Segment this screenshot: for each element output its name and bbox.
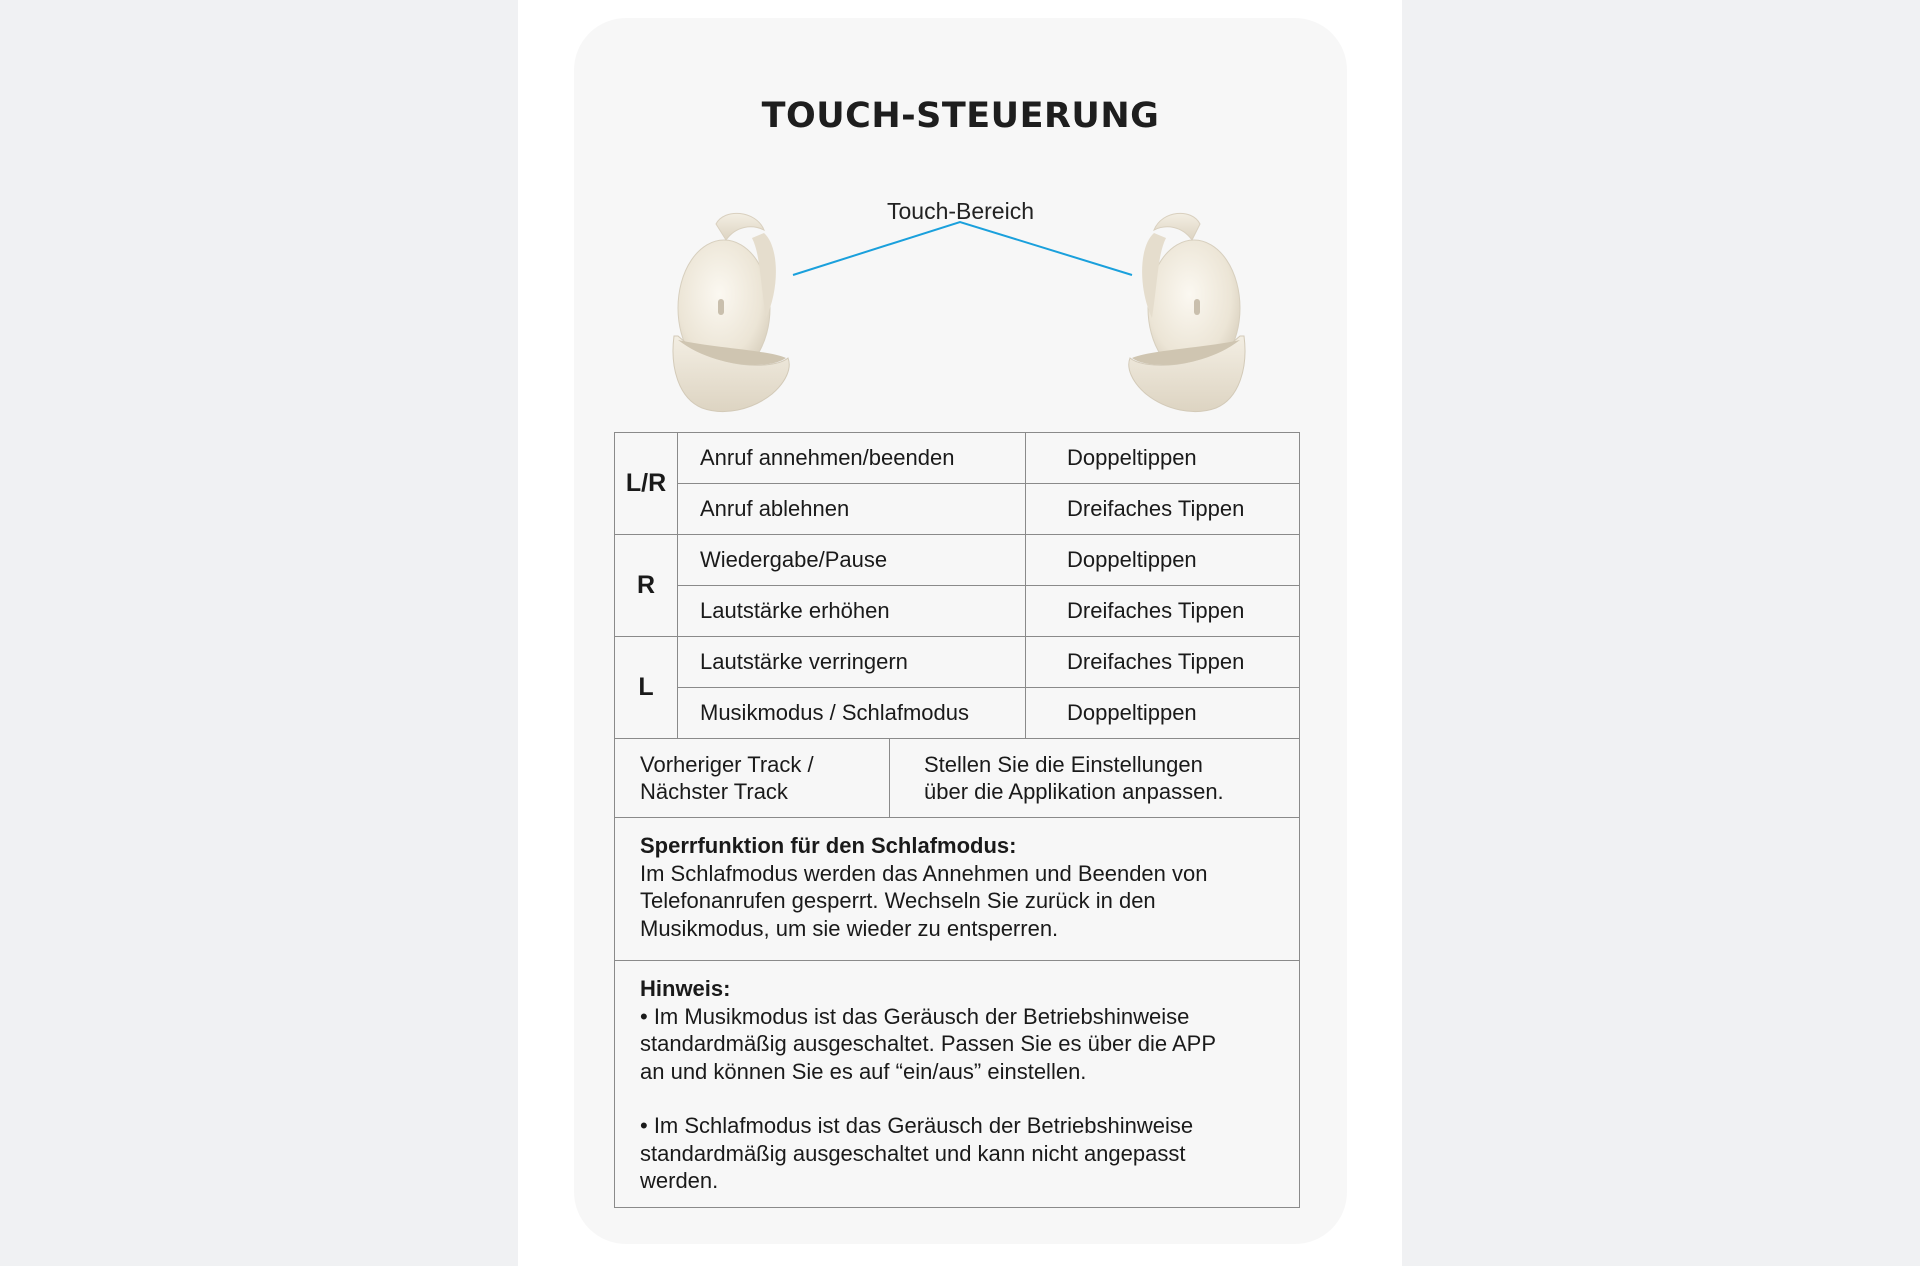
sleep-lock-note — [615, 818, 1299, 961]
action-cell: Lautstärke erhöhen — [678, 586, 1026, 636]
hint-note — [615, 961, 1299, 1207]
hint-line: standardmäßig ausgeschaltet. Passen Sie es über die APP — [640, 1031, 1217, 1056]
right-earbud-icon — [1129, 213, 1245, 411]
track-row — [615, 739, 1299, 818]
group-label: L/R — [615, 433, 678, 534]
group-lr — [615, 433, 1299, 535]
table-row — [678, 484, 1299, 534]
action-cell: Lautstärke verringern — [678, 637, 1026, 687]
gesture-cell: Dreifaches Tippen — [1067, 598, 1245, 623]
group-r — [615, 535, 1299, 637]
table-row — [678, 688, 1299, 738]
hint-line: • Im Schlafmodus ist das Geräusch der Betriebshinweise — [640, 1113, 1194, 1138]
track-note-line: über die Applikation anpassen. — [924, 779, 1224, 804]
sleep-lock-title: Sperrfunktion für den Schlafmodus: — [640, 833, 1017, 858]
hint-line: standardmäßig ausgeschaltet und kann nicht angepasst — [640, 1140, 1186, 1166]
hint-line: • Im Musikmodus ist das Geräusch der Betriebshinweise — [640, 1003, 1190, 1029]
gesture-cell: Doppeltippen — [1067, 445, 1197, 470]
table-row — [678, 586, 1299, 636]
track-action-cell — [615, 739, 890, 817]
group-l — [615, 637, 1299, 739]
track-note-line: Stellen Sie die Einstellungen — [924, 752, 1203, 777]
action-cell: Musikmodus / Schlafmodus — [678, 688, 1026, 738]
hint-line: an und können Sie es auf “ein/aus” einstellen. — [640, 1058, 1087, 1084]
table-row — [678, 433, 1299, 484]
group-label: R — [615, 535, 678, 636]
action-cell: Anruf ablehnen — [678, 484, 1026, 534]
action-cell: Anruf annehmen/beenden — [678, 433, 1026, 483]
gesture-cell: Dreifaches Tippen — [1067, 496, 1245, 521]
left-earbud-icon — [673, 213, 789, 411]
touch-area-label: Touch-Bereich — [886, 198, 1035, 224]
page-panel — [518, 0, 1402, 1266]
action-cell: Wiedergabe/Pause — [678, 535, 1026, 585]
group-label: L — [615, 637, 678, 738]
table-row — [678, 637, 1299, 688]
gesture-cell: Dreifaches Tippen — [1067, 649, 1245, 674]
gesture-cell: Doppeltippen — [1067, 700, 1197, 725]
track-action-line: Nächster Track — [640, 779, 788, 804]
controls-table — [614, 432, 1300, 1208]
sleep-lock-line: Musikmodus, um sie wieder zu entsperren. — [640, 915, 1059, 941]
touch-area-leader-line — [793, 222, 1132, 275]
page-title: TOUCH-STEUERUNG — [761, 96, 1160, 136]
table-row — [678, 535, 1299, 586]
hint-title: Hinweis: — [640, 976, 731, 1001]
earbuds-illustration — [574, 18, 1347, 438]
sleep-lock-line: Telefonanrufen gesperrt. Wechseln Sie zurück in den — [640, 888, 1156, 913]
gesture-cell: Doppeltippen — [1067, 547, 1197, 572]
track-action-line: Vorheriger Track / — [640, 752, 814, 777]
track-note-cell — [890, 739, 1299, 817]
hint-line: werden. — [640, 1168, 719, 1193]
touch-control-card — [574, 18, 1347, 1244]
sleep-lock-line: Im Schlafmodus werden das Annehmen und Beenden von — [640, 860, 1208, 886]
